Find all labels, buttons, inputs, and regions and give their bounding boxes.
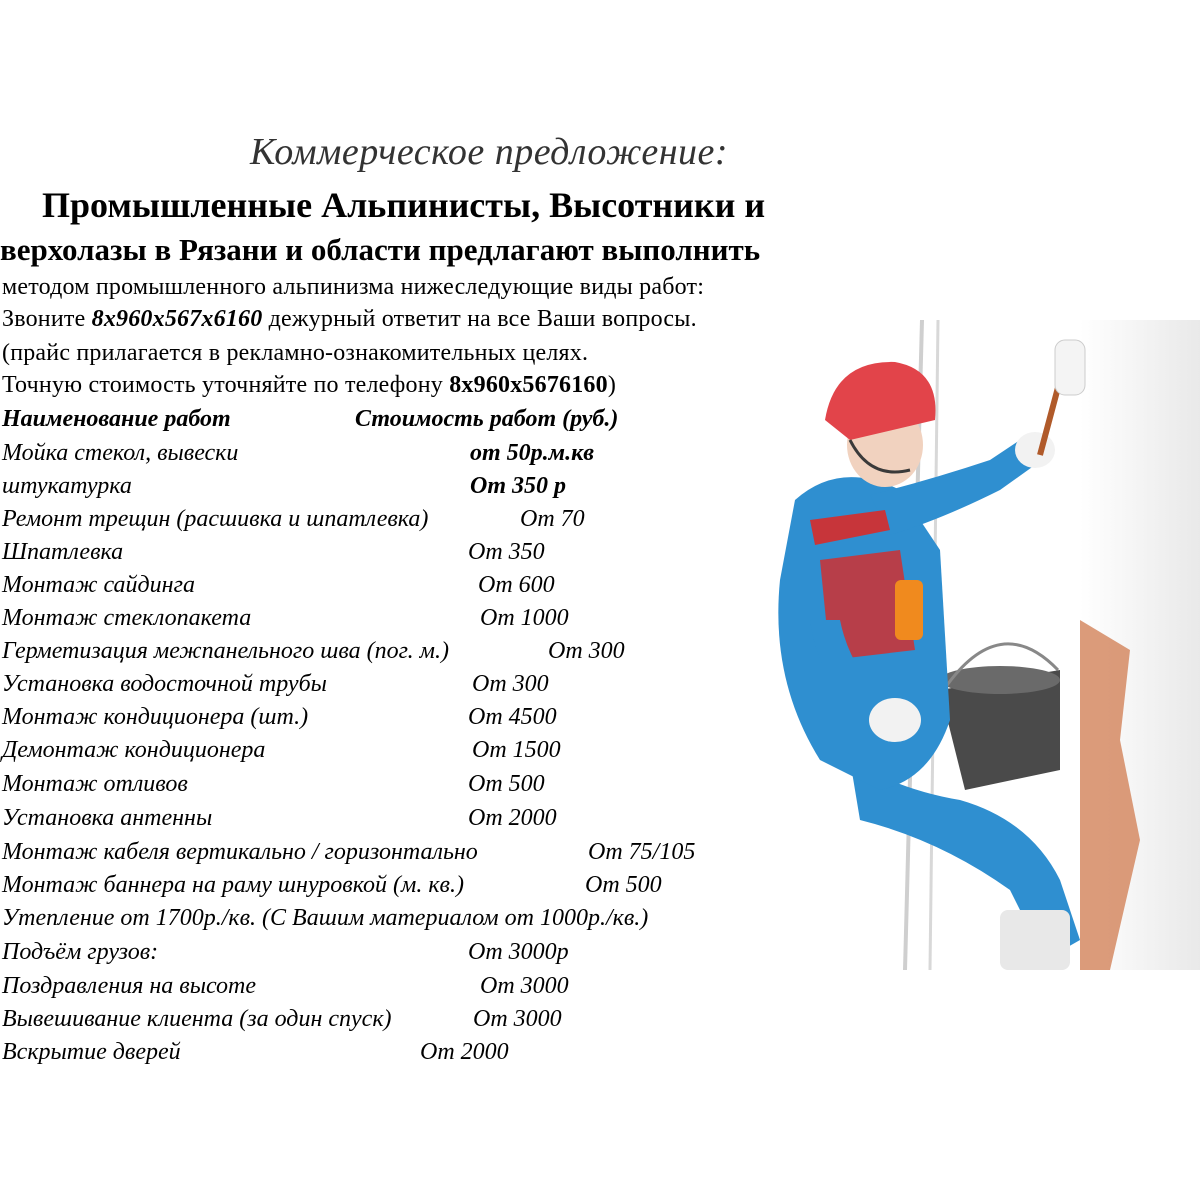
price-row [0, 506, 800, 536]
work-name: Демонтаж кондиционера [2, 737, 266, 763]
work-price: От 3000 [473, 1006, 562, 1032]
glove [869, 698, 921, 742]
call-phone: 8х960х567х6160 [91, 306, 263, 332]
offer-headline-line-1: Промышленные Альпинисты, Высотники и [42, 185, 766, 225]
work-price: От 2000 [468, 805, 557, 831]
work-price: От 350 р [470, 473, 566, 499]
price-row [0, 737, 800, 767]
offer-subtitle: Коммерческое предложение: [250, 131, 729, 173]
price-check-phone: 8х960х5676160 [449, 372, 608, 398]
climber-boot [1000, 910, 1070, 970]
paint-roller [1055, 340, 1085, 395]
price-row [0, 440, 800, 470]
price-row [0, 638, 800, 668]
price-row [0, 473, 800, 503]
price-row [0, 704, 800, 734]
work-price: От 75/105 [588, 839, 696, 865]
industrial-climber-illustration [700, 320, 1200, 970]
price-row [0, 905, 800, 935]
work-name: Герметизация межпанельного шва (пог. м.) [2, 638, 449, 664]
price-check-suffix: ) [607, 372, 617, 398]
work-price: от 50р.м.кв [470, 440, 594, 466]
price-row [0, 973, 800, 1003]
price-check-prefix: Точную стоимость уточняйте по телефону [2, 372, 450, 398]
price-row [0, 671, 800, 701]
work-name: Подъём грузов: [2, 939, 159, 965]
work-name: Поздравления на высоте [2, 973, 257, 999]
work-name: Утепление от 1700р./кв. (С Вашим материалом от 1000р./кв.) [2, 905, 649, 931]
descender-device [895, 580, 923, 640]
header-work-price: Стоимость работ (руб.) [355, 406, 619, 432]
intro-line: методом промышленного альпинизма нижеследующие виды работ: [2, 274, 705, 300]
call-prefix: Звоните [2, 306, 92, 332]
work-name: Монтаж кондиционера (шт.) [2, 704, 309, 730]
work-price: От 300 [548, 638, 625, 664]
work-price: От 500 [468, 771, 545, 797]
work-name: штукатурка [2, 473, 132, 499]
price-table-header [0, 406, 800, 436]
work-name: Вскрытие дверей [2, 1039, 181, 1065]
call-suffix: дежурный ответит на все Ваши вопросы. [262, 306, 697, 332]
work-name: Мойка стекол, вывески [2, 440, 239, 466]
call-line [2, 306, 697, 333]
price-row [0, 605, 800, 635]
work-price: От 2000 [420, 1039, 509, 1065]
work-price: От 350 [468, 539, 545, 565]
work-name: Установка водосточной трубы [2, 671, 327, 697]
work-price: От 3000 [480, 973, 569, 999]
work-price: От 600 [478, 572, 555, 598]
price-row [0, 872, 800, 902]
work-name: Монтаж стеклопакета [2, 605, 252, 631]
price-row [0, 539, 800, 569]
offer-headline-line-2: верхолазы в Рязани и области предлагают выполнить [0, 232, 761, 267]
price-row [0, 839, 800, 869]
work-name: Ремонт трещин (расшивка и шпатлевка) [2, 506, 429, 532]
header-work-name: Наименование работ [2, 406, 231, 432]
price-row [0, 771, 800, 801]
work-name: Монтаж отливов [2, 771, 188, 797]
price-row [0, 805, 800, 835]
work-price: От 1500 [472, 737, 561, 763]
price-row [0, 1006, 800, 1036]
work-price: От 4500 [468, 704, 557, 730]
note-line: (прайс прилагается в рекламно-ознакомительных целях. [2, 340, 589, 366]
work-price: От 500 [585, 872, 662, 898]
work-price: От 3000р [468, 939, 569, 965]
work-name: Установка антенны [2, 805, 213, 831]
work-price: От 300 [472, 671, 549, 697]
work-name: Вывешивание клиента (за один спуск) [2, 1006, 392, 1032]
work-name: Монтаж баннера на раму шнуровкой (м. кв.) [2, 872, 464, 898]
price-row [0, 939, 800, 969]
price-row [0, 1039, 800, 1069]
work-price: От 1000 [480, 605, 569, 631]
work-name: Монтаж кабеля вертикально / горизонтально [2, 839, 478, 865]
work-name: Шпатлевка [2, 539, 124, 565]
work-price: От 70 [520, 506, 585, 532]
work-name: Монтаж сайдинга [2, 572, 195, 598]
price-row [0, 572, 800, 602]
price-check-line [2, 372, 616, 399]
glove [1015, 432, 1055, 468]
